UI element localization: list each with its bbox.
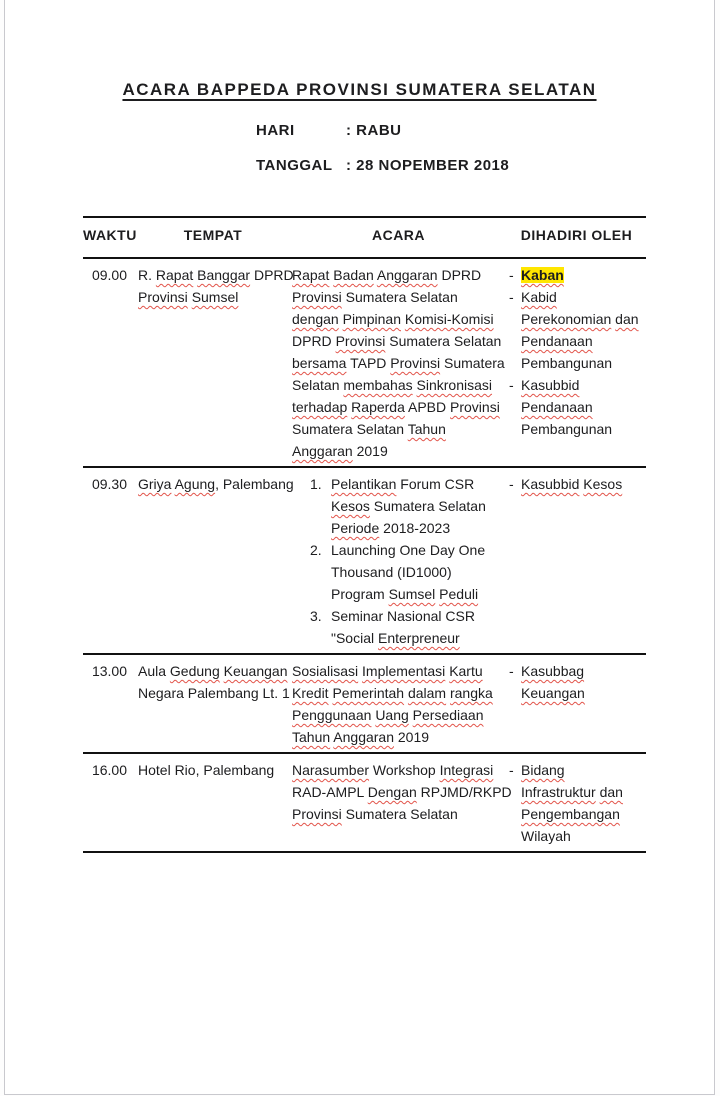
text-line: Kabid: [521, 289, 557, 305]
text-line: Negara Palembang Lt. 1: [138, 685, 290, 701]
text-line: Infrastruktur dan: [521, 784, 623, 800]
text-line: Periode 2018-2023: [331, 520, 451, 536]
cell-acara: [290, 654, 507, 753]
meta-tanggal: [256, 157, 714, 174]
text-line: [521, 264, 646, 286]
attendee-item: [509, 286, 646, 374]
text-line: Pembangunan: [521, 355, 613, 371]
cell-tempat: [136, 258, 294, 467]
cell-waktu: 16.00: [83, 753, 136, 852]
numbered-item: [310, 605, 507, 649]
attendee-item: [509, 660, 646, 704]
cell-waktu: 13.00: [83, 654, 136, 753]
agenda-row: [83, 258, 646, 467]
text-line: Seminar Nasional CSR: [331, 608, 475, 624]
cell-acara: [290, 467, 507, 654]
agenda-body: [83, 258, 646, 852]
cell-dihadiri-oleh: [507, 654, 646, 753]
text-line: Kasubbid Kesos: [521, 476, 623, 492]
dash-bullet: -: [509, 663, 514, 679]
text-line: Anggaran 2019: [292, 443, 388, 459]
dash-bullet: -: [509, 476, 514, 492]
cell-dihadiri-oleh: [507, 753, 646, 852]
cell-tempat: [136, 467, 294, 654]
text-line: Provinsi Sumsel: [138, 289, 239, 305]
meta-hari: [256, 122, 714, 139]
dash-bullet: -: [509, 377, 514, 393]
numbered-item: [310, 539, 507, 605]
item-number: 2.: [310, 542, 322, 558]
agenda-table: [83, 216, 646, 853]
attendee-item: [509, 374, 646, 440]
highlighted-text: Kaban: [521, 267, 564, 283]
text-line: Pengembangan: [521, 806, 620, 822]
text-line: Kasubbid: [521, 377, 580, 393]
text-line: dengan Pimpinan Komisi-Komisi: [292, 311, 494, 327]
dash-bullet: -: [509, 267, 514, 283]
agenda-row: [83, 654, 646, 753]
text-line: "Social Enterpreneur: [331, 630, 460, 646]
dash-bullet: -: [509, 762, 514, 778]
col-header-dihadiri-oleh: DIHADIRI OLEH: [507, 217, 646, 258]
attendee-item: [509, 759, 646, 847]
text-line: Provinsi Sumatera Selatan: [292, 806, 458, 822]
text-line: RAD-AMPL Dengan RPJMD/RKPD: [292, 784, 512, 800]
text-line: Aula Gedung Keuangan: [138, 663, 288, 679]
text-line: Perekonomian dan: [521, 311, 639, 327]
text-line: Pendanaan: [521, 399, 593, 415]
text-line: Selatan membahas Sinkronisasi: [292, 377, 493, 393]
agenda-header-row: [83, 217, 646, 258]
text-line: Tahun Anggaran 2019: [292, 729, 430, 745]
text-line: Pembangunan: [521, 421, 613, 437]
cell-dihadiri-oleh: [507, 467, 646, 654]
text-line: terhadap Raperda APBD Provinsi: [292, 399, 500, 415]
text-line: bersama TAPD Provinsi Sumatera: [292, 355, 505, 371]
cell-waktu: 09.00: [83, 258, 136, 467]
text-line: Wilayah: [521, 828, 571, 844]
text-line: Keuangan: [521, 685, 585, 701]
text-line: Narasumber Workshop Integrasi: [292, 762, 494, 778]
meta-block: [256, 122, 714, 174]
numbered-item: [310, 473, 507, 539]
text-line: Penggunaan Uang Persediaan: [292, 707, 484, 723]
item-number: 3.: [310, 608, 322, 624]
text-line: Kredit Pemerintah dalam rangka: [292, 685, 493, 701]
cell-tempat: [136, 753, 290, 852]
text-line: R. Rapat Banggar DPRD: [138, 267, 294, 283]
text-line: Program Sumsel Peduli: [331, 586, 479, 602]
text-line: Rapat Badan Anggaran DPRD: [292, 267, 482, 283]
text-line: Thousand (ID1000): [331, 564, 452, 580]
text-line: Pendanaan: [521, 333, 593, 349]
text-line: Launching One Day One: [331, 542, 486, 558]
cell-waktu: 09.30: [83, 467, 136, 654]
document-page: [4, 0, 715, 1095]
col-header-acara: ACARA: [290, 217, 507, 258]
text-line: Kasubbag: [521, 663, 585, 679]
tanggal-value: : 28 NOPEMBER 2018: [346, 157, 510, 174]
dash-bullet: -: [509, 289, 514, 305]
agenda-row: [83, 753, 646, 852]
page-title: ACARA BAPPEDA PROVINSI SUMATERA SELATAN: [122, 80, 597, 99]
text-line: Sumatera Selatan Tahun: [292, 421, 446, 437]
tanggal-label: TANGGAL: [256, 157, 333, 174]
cell-dihadiri-oleh: [507, 258, 646, 467]
item-number: 1.: [310, 476, 322, 492]
attendee-item: [509, 264, 646, 286]
text-line: Kesos Sumatera Selatan: [331, 498, 486, 514]
text-line: Griya Agung, Palembang: [138, 476, 294, 492]
cell-acara: [290, 258, 507, 467]
text-line: Pelantikan Forum CSR: [331, 476, 475, 492]
text-line: Bidang: [521, 762, 565, 778]
hari-label: HARI: [256, 122, 295, 139]
text-line: Hotel Rio, Palembang: [138, 762, 275, 778]
agenda-row: [83, 467, 646, 654]
cell-tempat: [136, 654, 290, 753]
cell-acara: [290, 753, 512, 852]
col-header-tempat: TEMPAT: [136, 217, 290, 258]
col-header-waktu: WAKTU: [83, 217, 136, 258]
hari-value: : RABU: [346, 122, 402, 139]
text-line: DPRD Provinsi Sumatera Selatan: [292, 333, 502, 349]
text-line: Provinsi Sumatera Selatan: [292, 289, 458, 305]
attendee-item: [509, 473, 646, 495]
text-line: Sosialisasi Implementasi Kartu: [292, 663, 483, 679]
